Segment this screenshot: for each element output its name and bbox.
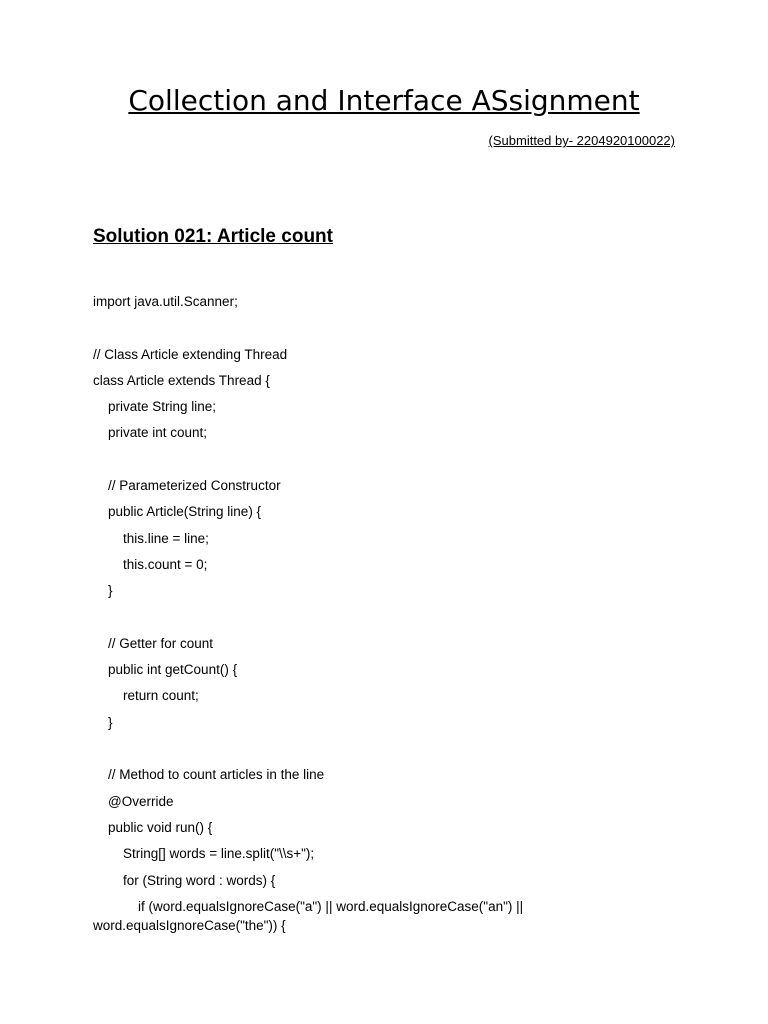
code-line: }: [93, 714, 113, 730]
code-line: [93, 450, 683, 476]
code-line: private int count;: [93, 425, 208, 441]
code-line: // Class Article extending Thread: [93, 346, 288, 362]
code-line: if (word.equalsIgnoreCase("a") || word.equalsIgnoreCase("an") || word.equalsIgnoreCase("the")) {: [93, 898, 524, 933]
code-line: [93, 608, 683, 634]
solution-heading: Solution 021: Article count: [93, 226, 333, 247]
code-line: // Getter for count: [93, 635, 214, 651]
code-line: this.count = 0;: [93, 556, 208, 572]
code-line: // Parameterized Constructor: [93, 478, 281, 494]
document-title: Collection and Interface ASsignment: [128, 84, 640, 117]
code-line: return count;: [93, 688, 199, 704]
code-block: [93, 292, 683, 935]
code-line: public void run() {: [93, 819, 213, 835]
code-line: // Method to count articles in the line: [93, 767, 325, 783]
code-line: for (String word : words) {: [93, 872, 276, 888]
code-line: public Article(String line) {: [93, 504, 262, 520]
code-line: @Override: [93, 793, 174, 809]
code-line: private String line;: [93, 399, 217, 415]
code-line: this.line = line;: [93, 530, 209, 546]
code-line: [93, 739, 683, 765]
code-line: [93, 318, 683, 344]
code-line: String[] words = line.split("\\s+");: [93, 846, 315, 862]
submitted-by: (Submitted by- 2204920100022): [488, 133, 675, 148]
code-line: class Article extends Thread {: [93, 372, 270, 388]
code-line: }: [93, 583, 113, 599]
code-line: public int getCount() {: [93, 662, 238, 678]
code-line: import java.util.Scanner;: [93, 294, 238, 309]
